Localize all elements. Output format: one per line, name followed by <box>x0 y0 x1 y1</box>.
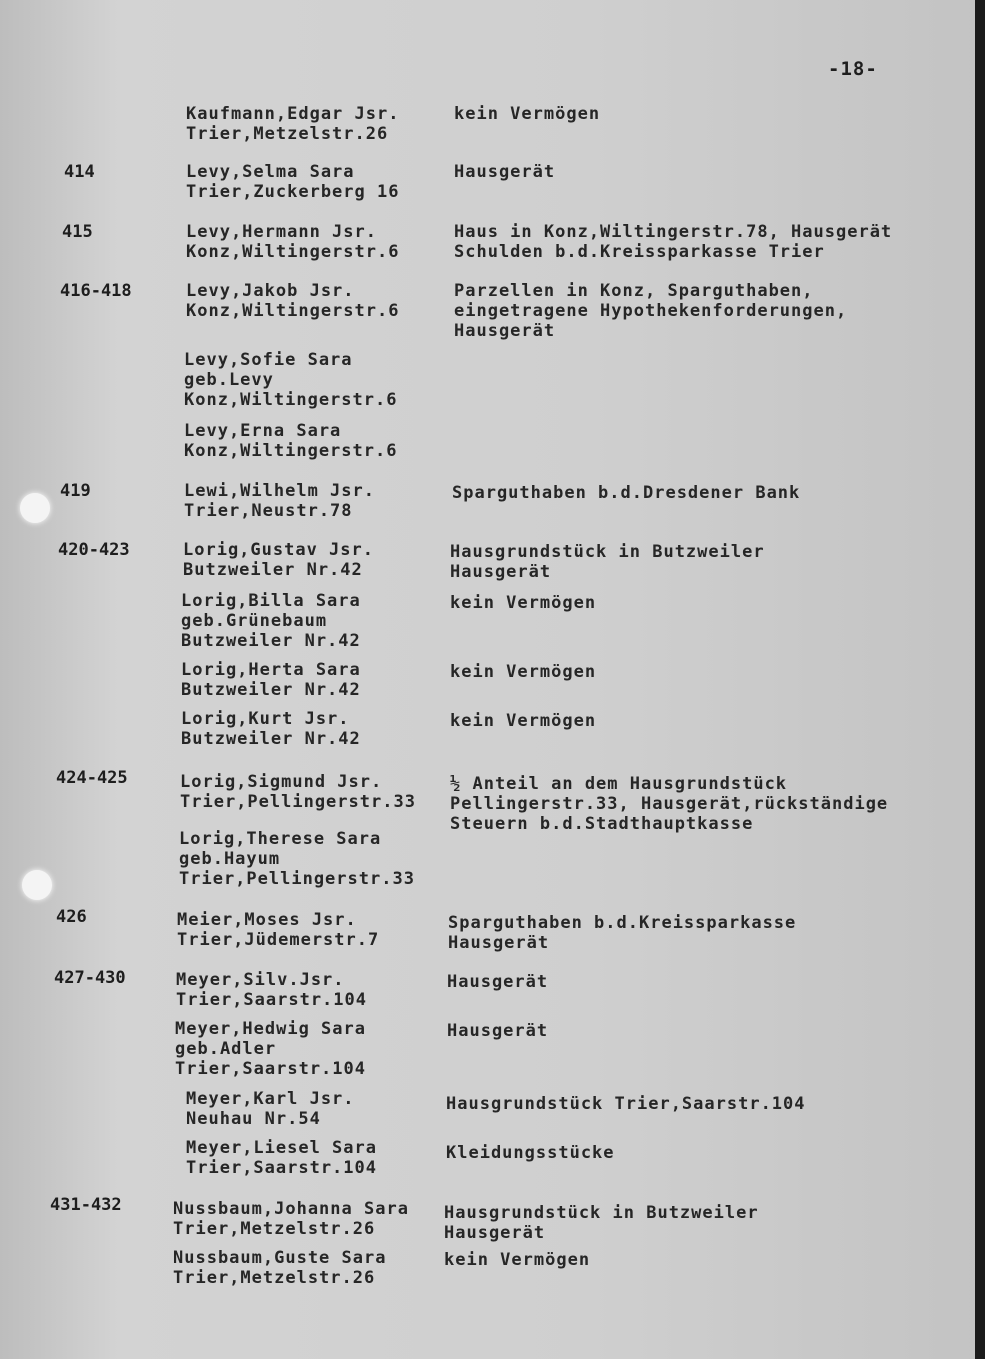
record-number: 416-418 <box>60 281 132 301</box>
person-birthname: geb.Levy <box>184 370 274 390</box>
person-record <box>183 540 374 580</box>
person-address: Trier,Pellingerstr.33 <box>179 869 415 889</box>
person-address: Trier,Zuckerberg 16 <box>186 182 400 202</box>
person-record <box>181 709 361 749</box>
assets-text: Hausgerät <box>447 1021 549 1041</box>
person-name: Levy,Selma Sara <box>186 162 355 182</box>
person-record <box>176 970 367 1010</box>
record-number: 431-432 <box>50 1195 122 1215</box>
page-number: -18- <box>828 58 878 80</box>
person-record <box>181 591 361 651</box>
person-address: Trier,Neustr.78 <box>184 501 353 521</box>
person-address: Konz,Wiltingerstr.6 <box>186 242 400 262</box>
assets-text: Sparguthaben b.d.Kreissparkasse Hausgerät <box>448 913 797 953</box>
person-record <box>175 1019 366 1079</box>
person-address: Trier,Saarstr.104 <box>176 990 367 1010</box>
person-birthname: geb.Adler <box>175 1039 277 1059</box>
scan-edge <box>975 0 985 1359</box>
person-name: Levy,Hermann Jsr. <box>186 222 377 242</box>
assets-text: Hausgerät <box>447 972 549 992</box>
person-name: Lewi,Wilhelm Jsr. <box>184 481 375 501</box>
person-name: Lorig,Sigmund Jsr. <box>180 772 383 792</box>
person-record <box>186 281 399 321</box>
assets-text: Parzellen in Konz, Sparguthaben, eingetragene Hypothekenforderungen, Hausgerät <box>454 281 848 341</box>
person-address: Konz,Wiltingerstr.6 <box>184 390 398 410</box>
assets-text: Sparguthaben b.d.Dresdener Bank <box>452 483 801 503</box>
person-name: Lorig,Herta Sara <box>181 660 361 680</box>
assets-text: ½ Anteil an dem Hausgrundstück Pellingerstr.33, Hausgerät,rückständige Steuern b.d.Stadthauptkasse <box>450 774 889 834</box>
assets-text: kein Vermögen <box>450 711 597 731</box>
person-name: Nussbaum,Guste Sara <box>173 1248 387 1268</box>
assets-text: kein Vermögen <box>450 662 597 682</box>
record-number: 427-430 <box>54 968 126 988</box>
person-record <box>179 829 415 889</box>
person-address: Konz,Wiltingerstr.6 <box>184 441 398 461</box>
person-record <box>184 481 375 521</box>
person-address: Butzweiler Nr.42 <box>181 729 361 749</box>
person-record <box>173 1199 409 1239</box>
person-address: Trier,Metzelstr.26 <box>173 1219 376 1239</box>
person-record <box>186 222 399 262</box>
person-record <box>184 421 397 461</box>
assets-text: Hausgrundstück Trier,Saarstr.104 <box>446 1094 806 1114</box>
assets-text: Haus in Konz,Wiltingerstr.78, Hausgerät Schulden b.d.Kreissparkasse Trier <box>454 222 893 262</box>
person-name: Meyer,Hedwig Sara <box>175 1019 366 1039</box>
person-name: Levy,Sofie Sara <box>184 350 353 370</box>
person-record <box>177 910 379 950</box>
record-number: 420-423 <box>58 540 130 560</box>
person-name: Nussbaum,Johanna Sara <box>173 1199 409 1219</box>
person-address: Konz,Wiltingerstr.6 <box>186 301 400 321</box>
person-name: Lorig,Gustav Jsr. <box>183 540 374 560</box>
person-record <box>186 1138 377 1178</box>
record-number: 426 <box>56 907 87 927</box>
assets-text: Kleidungsstücke <box>446 1143 615 1163</box>
person-address: Butzweiler Nr.42 <box>181 680 361 700</box>
person-record <box>173 1248 386 1288</box>
person-address: Trier,Saarstr.104 <box>175 1059 366 1079</box>
assets-text: kein Vermögen <box>444 1250 591 1270</box>
person-birthname: geb.Grünebaum <box>181 611 328 631</box>
person-record <box>186 162 399 202</box>
person-address: Trier,Metzelstr.26 <box>186 124 389 144</box>
assets-text: Hausgrundstück in Butzweiler Hausgerät <box>450 542 765 582</box>
person-name: Lorig,Therese Sara <box>179 829 382 849</box>
person-name: Levy,Erna Sara <box>184 421 342 441</box>
person-record <box>186 104 399 144</box>
person-name: Meyer,Liesel Sara <box>186 1138 377 1158</box>
person-name: Kaufmann,Edgar Jsr. <box>186 104 400 124</box>
person-name: Lorig,Billa Sara <box>181 591 361 611</box>
punch-hole <box>20 493 50 523</box>
person-name: Meier,Moses Jsr. <box>177 910 357 930</box>
assets-text: kein Vermögen <box>454 104 601 124</box>
person-name: Meyer,Silv.Jsr. <box>176 970 345 990</box>
record-number: 415 <box>62 222 93 242</box>
person-record <box>184 350 397 410</box>
person-name: Meyer,Karl Jsr. <box>186 1089 355 1109</box>
person-address: Trier,Saarstr.104 <box>186 1158 377 1178</box>
person-address: Trier,Jüdemerstr.7 <box>177 930 380 950</box>
assets-text: kein Vermögen <box>450 593 597 613</box>
assets-text: Hausgrundstück in Butzweiler Hausgerät <box>444 1203 759 1243</box>
person-record <box>181 660 361 700</box>
person-address: Trier,Pellingerstr.33 <box>180 792 416 812</box>
person-address: Butzweiler Nr.42 <box>181 631 361 651</box>
person-name: Lorig,Kurt Jsr. <box>181 709 350 729</box>
person-birthname: geb.Hayum <box>179 849 281 869</box>
person-address: Butzweiler Nr.42 <box>183 560 363 580</box>
assets-text: Hausgerät <box>454 162 556 182</box>
person-name: Levy,Jakob Jsr. <box>186 281 355 301</box>
record-number: 419 <box>60 481 91 501</box>
person-record <box>180 772 416 812</box>
person-address: Trier,Metzelstr.26 <box>173 1268 376 1288</box>
record-number: 424-425 <box>56 768 128 788</box>
record-number: 414 <box>64 162 95 182</box>
punch-hole <box>22 870 52 900</box>
person-record <box>186 1089 355 1129</box>
person-address: Neuhau Nr.54 <box>186 1109 321 1129</box>
